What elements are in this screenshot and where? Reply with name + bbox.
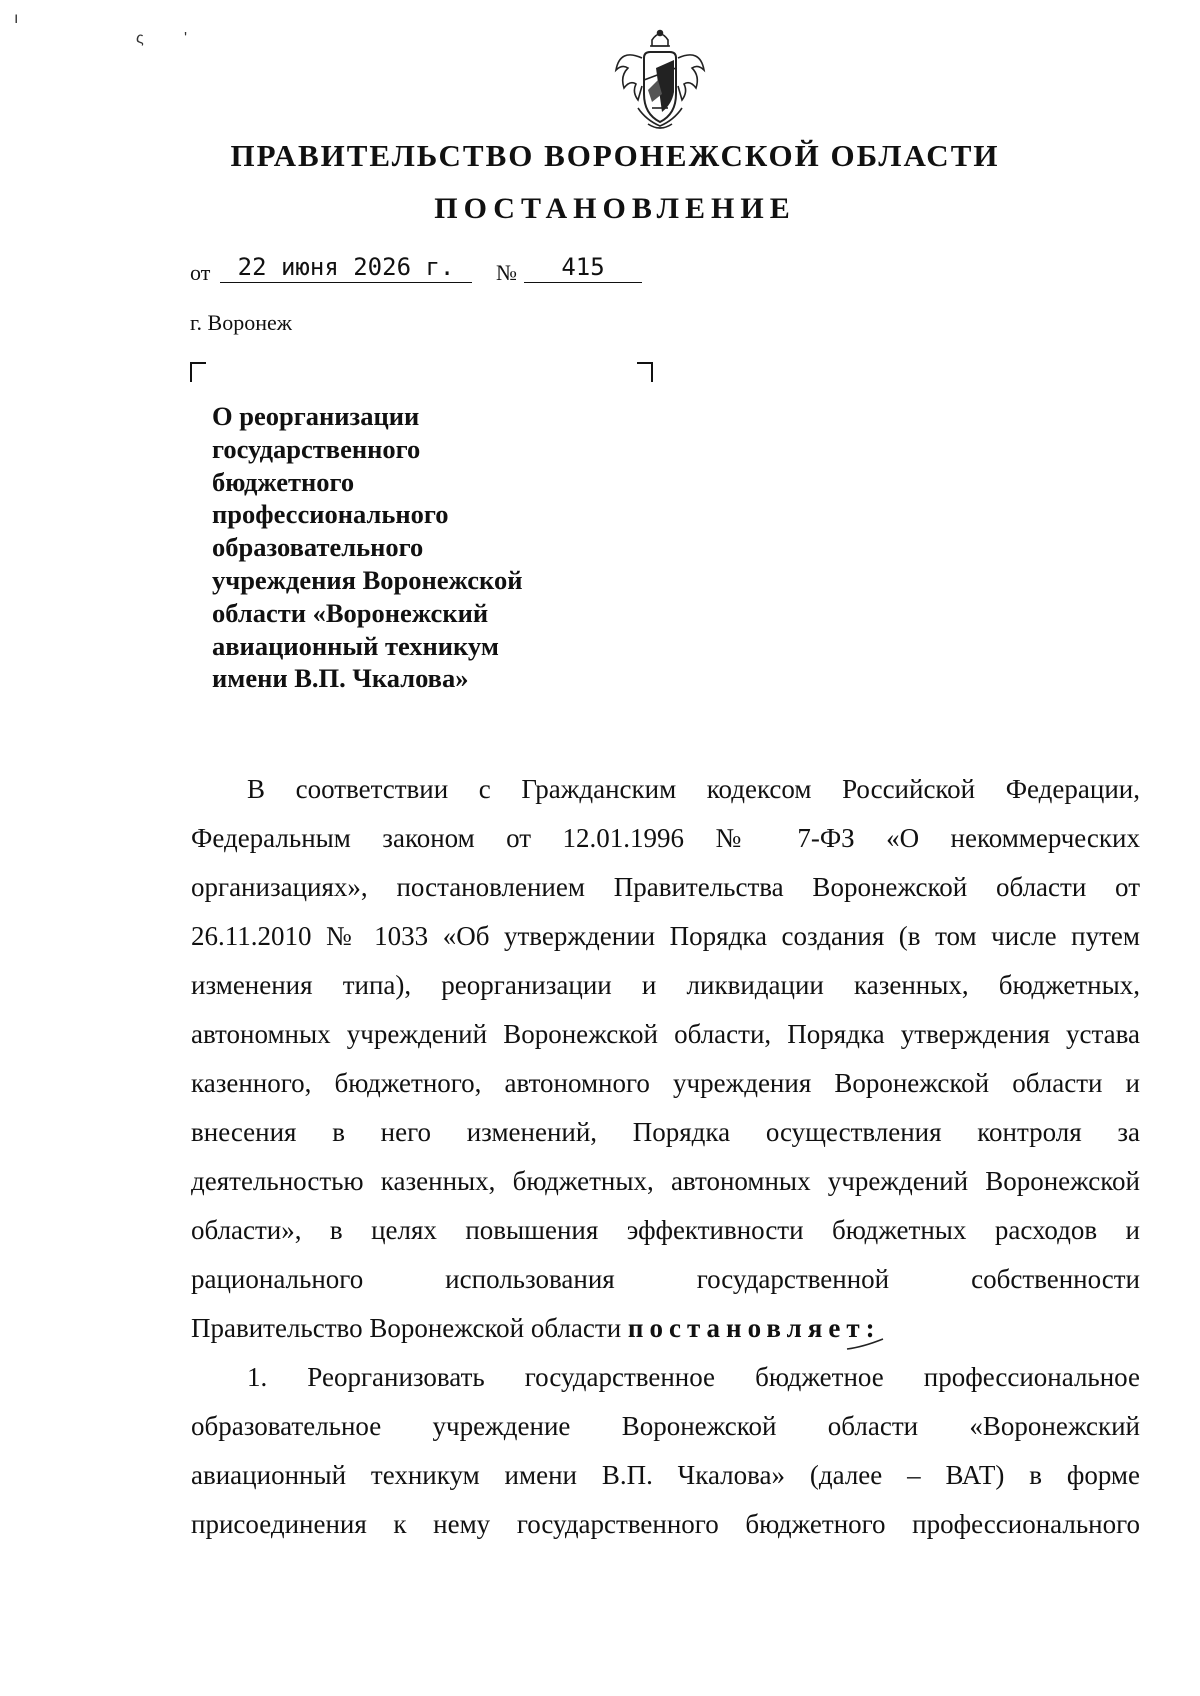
body-line: организациях», постановлением Правительства Воронежской области от <box>191 872 1140 902</box>
subject-line: имени В.П. Чкалова» <box>212 663 469 694</box>
date-value: 22 июня 2026 г. <box>220 253 472 283</box>
subject-corner-right <box>637 362 653 382</box>
body-line: изменения типа), реорганизации и ликвидации казенных, бюджетных, <box>191 970 1140 1000</box>
body-line: внесения в него изменений, Порядка осуществления контроля за <box>191 1117 1140 1147</box>
item-line: образовательное учреждение Воронежской области «Воронежский <box>191 1411 1140 1441</box>
scan-artifact: ς <box>136 30 144 47</box>
scan-artifact: ı <box>14 10 19 27</box>
body-line: деятельностью казенных, бюджетных, автономных учреждений Воронежской <box>191 1166 1140 1196</box>
subject-line: учреждения Воронежской <box>212 564 523 595</box>
body-line: Федеральным законом от 12.01.1996 № 7-ФЗ «О некоммерческих <box>191 823 1140 853</box>
body-line: рационального использования государственной собственности <box>191 1264 1140 1294</box>
body-line: автономных учреждений Воронежской области, Порядка утверждения устава <box>191 1019 1140 1049</box>
item-line: авиационный техникум имени В.П. Чкалова» (далее – ВАТ) в форме <box>191 1460 1140 1490</box>
decree-word: постановляет: <box>627 1313 881 1343</box>
date-prefix: от <box>190 260 211 285</box>
decree-line <box>191 1304 1140 1353</box>
coat-of-arms-icon <box>612 28 708 132</box>
body-line: области», в целях повышения эффективности бюджетных расходов и <box>191 1215 1140 1245</box>
subject-line: образовательного <box>212 532 424 563</box>
number-value: 415 <box>524 253 642 283</box>
number-prefix: № <box>496 260 517 285</box>
item-line: 1. Реорганизовать государственное бюджетное профессиональное <box>247 1362 1140 1392</box>
subject-line: области «Воронежский <box>212 597 489 628</box>
subject-line: О реорганизации <box>212 401 420 431</box>
date-number-row <box>190 246 650 286</box>
decree-lead: Правительство Воронежской области <box>191 1313 622 1343</box>
document-subject <box>212 400 632 695</box>
body-line: 26.11.2010 № 1033 «Об утверждении Порядка создания (в том числе путем <box>191 921 1140 951</box>
pen-tick-mark <box>845 1337 885 1351</box>
subject-line: авиационный техникум <box>212 630 499 661</box>
subject-corner-left <box>190 362 206 382</box>
government-title: ПРАВИТЕЛЬСТВО ВОРОНЕЖСКОЙ ОБЛАСТИ <box>230 138 1000 173</box>
body-line: казенного, бюджетного, автономного учреждения Воронежской области и <box>191 1068 1140 1098</box>
subject-line: государственного <box>212 433 421 464</box>
document-type: ПОСТАНОВЛЕНИЕ <box>434 192 796 225</box>
scan-artifact: ' <box>184 30 188 47</box>
city-line: г. Воронеж <box>190 310 292 335</box>
item-line: присоединения к нему государственного бюджетного профессионального <box>191 1509 1140 1539</box>
document-body <box>191 765 1140 1549</box>
subject-line: профессионального <box>212 499 449 530</box>
subject-line: бюджетного <box>212 466 355 497</box>
body-line: В соответствии с Гражданским кодексом Российской Федерации, <box>247 774 1140 804</box>
